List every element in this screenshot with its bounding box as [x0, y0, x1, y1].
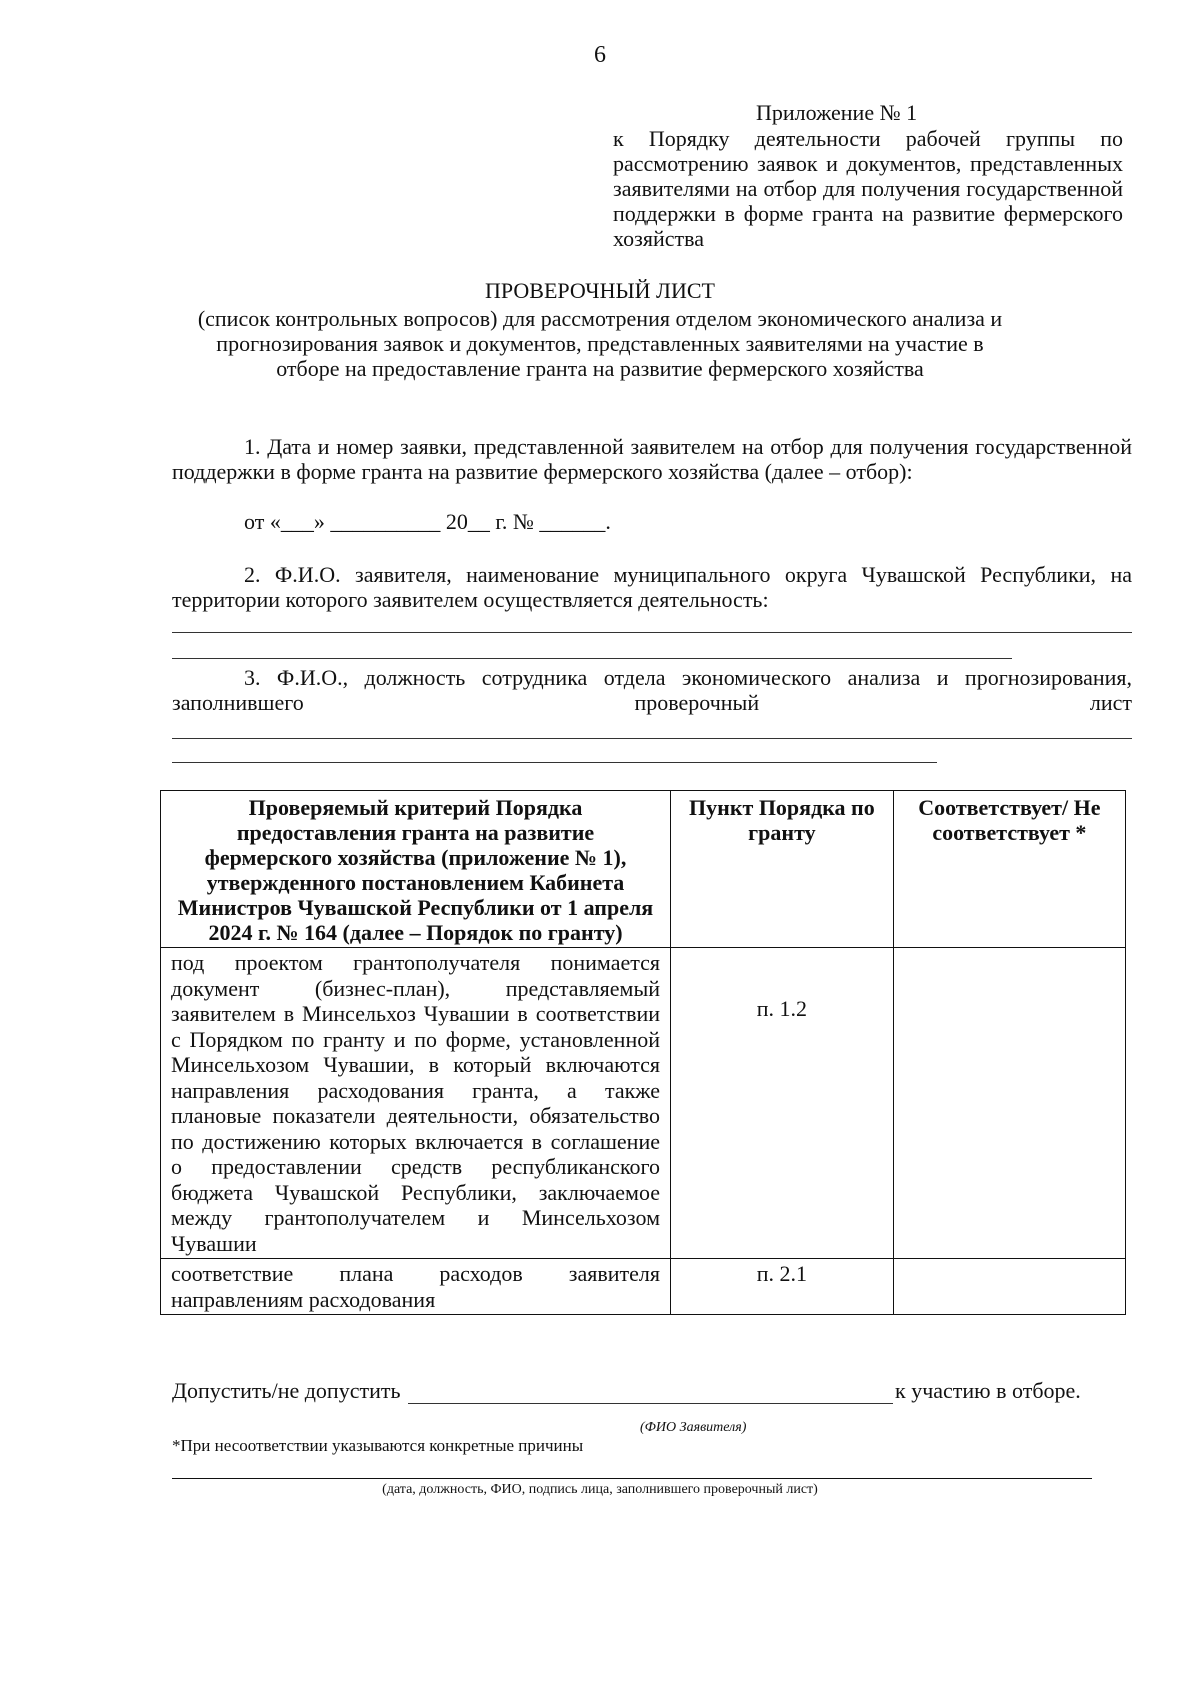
- fio-caption: (ФИО Заявителя): [640, 1420, 747, 1435]
- item-2-text: 2. Ф.И.О. заявителя, наименование муниципального округа Чувашской Республики, на территории которого заявителем осуществляется деятельность:: [172, 562, 1132, 612]
- criteria-table: [160, 790, 1126, 1315]
- table-header-row: [161, 791, 1126, 948]
- signature-caption: (дата, должность, ФИО, подпись лица, заполнившего проверочный лист): [382, 1482, 818, 1497]
- row-2-compliance[interactable]: [893, 1259, 1125, 1315]
- item-3-text: 3. Ф.И.О., должность сотрудника отдела экономического анализа и прогнозирования, заполнившего проверочный лист: [172, 665, 1132, 715]
- document-title: ПРОВЕРОЧНЫЙ ЛИСТ: [485, 278, 715, 303]
- row-1-compliance[interactable]: [893, 948, 1125, 1259]
- item-3-fill-line-2: [172, 762, 937, 763]
- row-1-clause: п. 1.2: [671, 948, 894, 1259]
- header-clause: Пункт Порядка по гранту: [671, 791, 894, 948]
- row-2-criterion: соответствие плана расходов заявителя направлениям расходования: [161, 1259, 671, 1315]
- table-row: [161, 1259, 1126, 1315]
- footnote: *При несоответствии указываются конкретные причины: [172, 1436, 584, 1455]
- admit-line: [172, 1378, 1122, 1404]
- page-number: 6: [594, 42, 606, 68]
- table-row: [161, 948, 1126, 1259]
- item-2-fill-line-1: [172, 632, 1132, 633]
- header-compliance: Соответствует/ Не соответствует *: [893, 791, 1125, 948]
- admit-suffix: к участию в отборе.: [895, 1378, 1081, 1403]
- appendix-body: к Порядку деятельности рабочей группы по рассмотрению заявок и документов, представленных заявителями на отбор для получения государственной поддержки в форме гранта на развитие фермерского хозяйства: [613, 126, 1123, 251]
- appendix-title: Приложение № 1: [756, 100, 918, 125]
- item-2-fill-line-2: [172, 658, 1012, 659]
- signature-line[interactable]: [172, 1478, 1092, 1479]
- admit-prefix: Допустить/не допустить: [172, 1378, 401, 1403]
- document-subtitle: (список контрольных вопросов) для рассмотрения отделом экономического анализа и прогнозирования заявок и документов, представленных заявителями на участие в отборе на предоставление гранта на развитие фермерского хозяйства: [197, 306, 1003, 381]
- item-3-fill-line-1: [172, 738, 1132, 739]
- applicant-name-field[interactable]: [408, 1381, 893, 1404]
- row-2-clause: п. 2.1: [671, 1259, 894, 1315]
- row-1-criterion: под проектом грантополучателя понимается документ (бизнес-план), представляемый заявителем в Минсельхоз Чувашии в соответствии с Порядком по гранту и по форме, установленной Минсельхозом Чувашии, в который включаются направления расходования гранта, а также плановые показатели деятельности, обязательство по достижению которых включается в соглашение о предоставлении средств республиканского бюджета Чувашской Республики, заключаемое между грантополучателем и Минсельхозом Чувашии: [161, 948, 671, 1259]
- date-number-line: от «___» __________ 20__ г. № ______.: [244, 509, 611, 534]
- item-1-text: 1. Дата и номер заявки, представленной заявителем на отбор для получения государственной поддержки в форме гранта на развитие фермерского хозяйства (далее – отбор):: [172, 434, 1132, 484]
- header-criterion: Проверяемый критерий Порядка предоставления гранта на развитие фермерского хозяйства (приложение № 1), утвержденного постановлением Кабинета Министров Чувашской Республики от 1 апреля 2024 г. № 164 (далее – Порядок по гранту): [161, 791, 671, 948]
